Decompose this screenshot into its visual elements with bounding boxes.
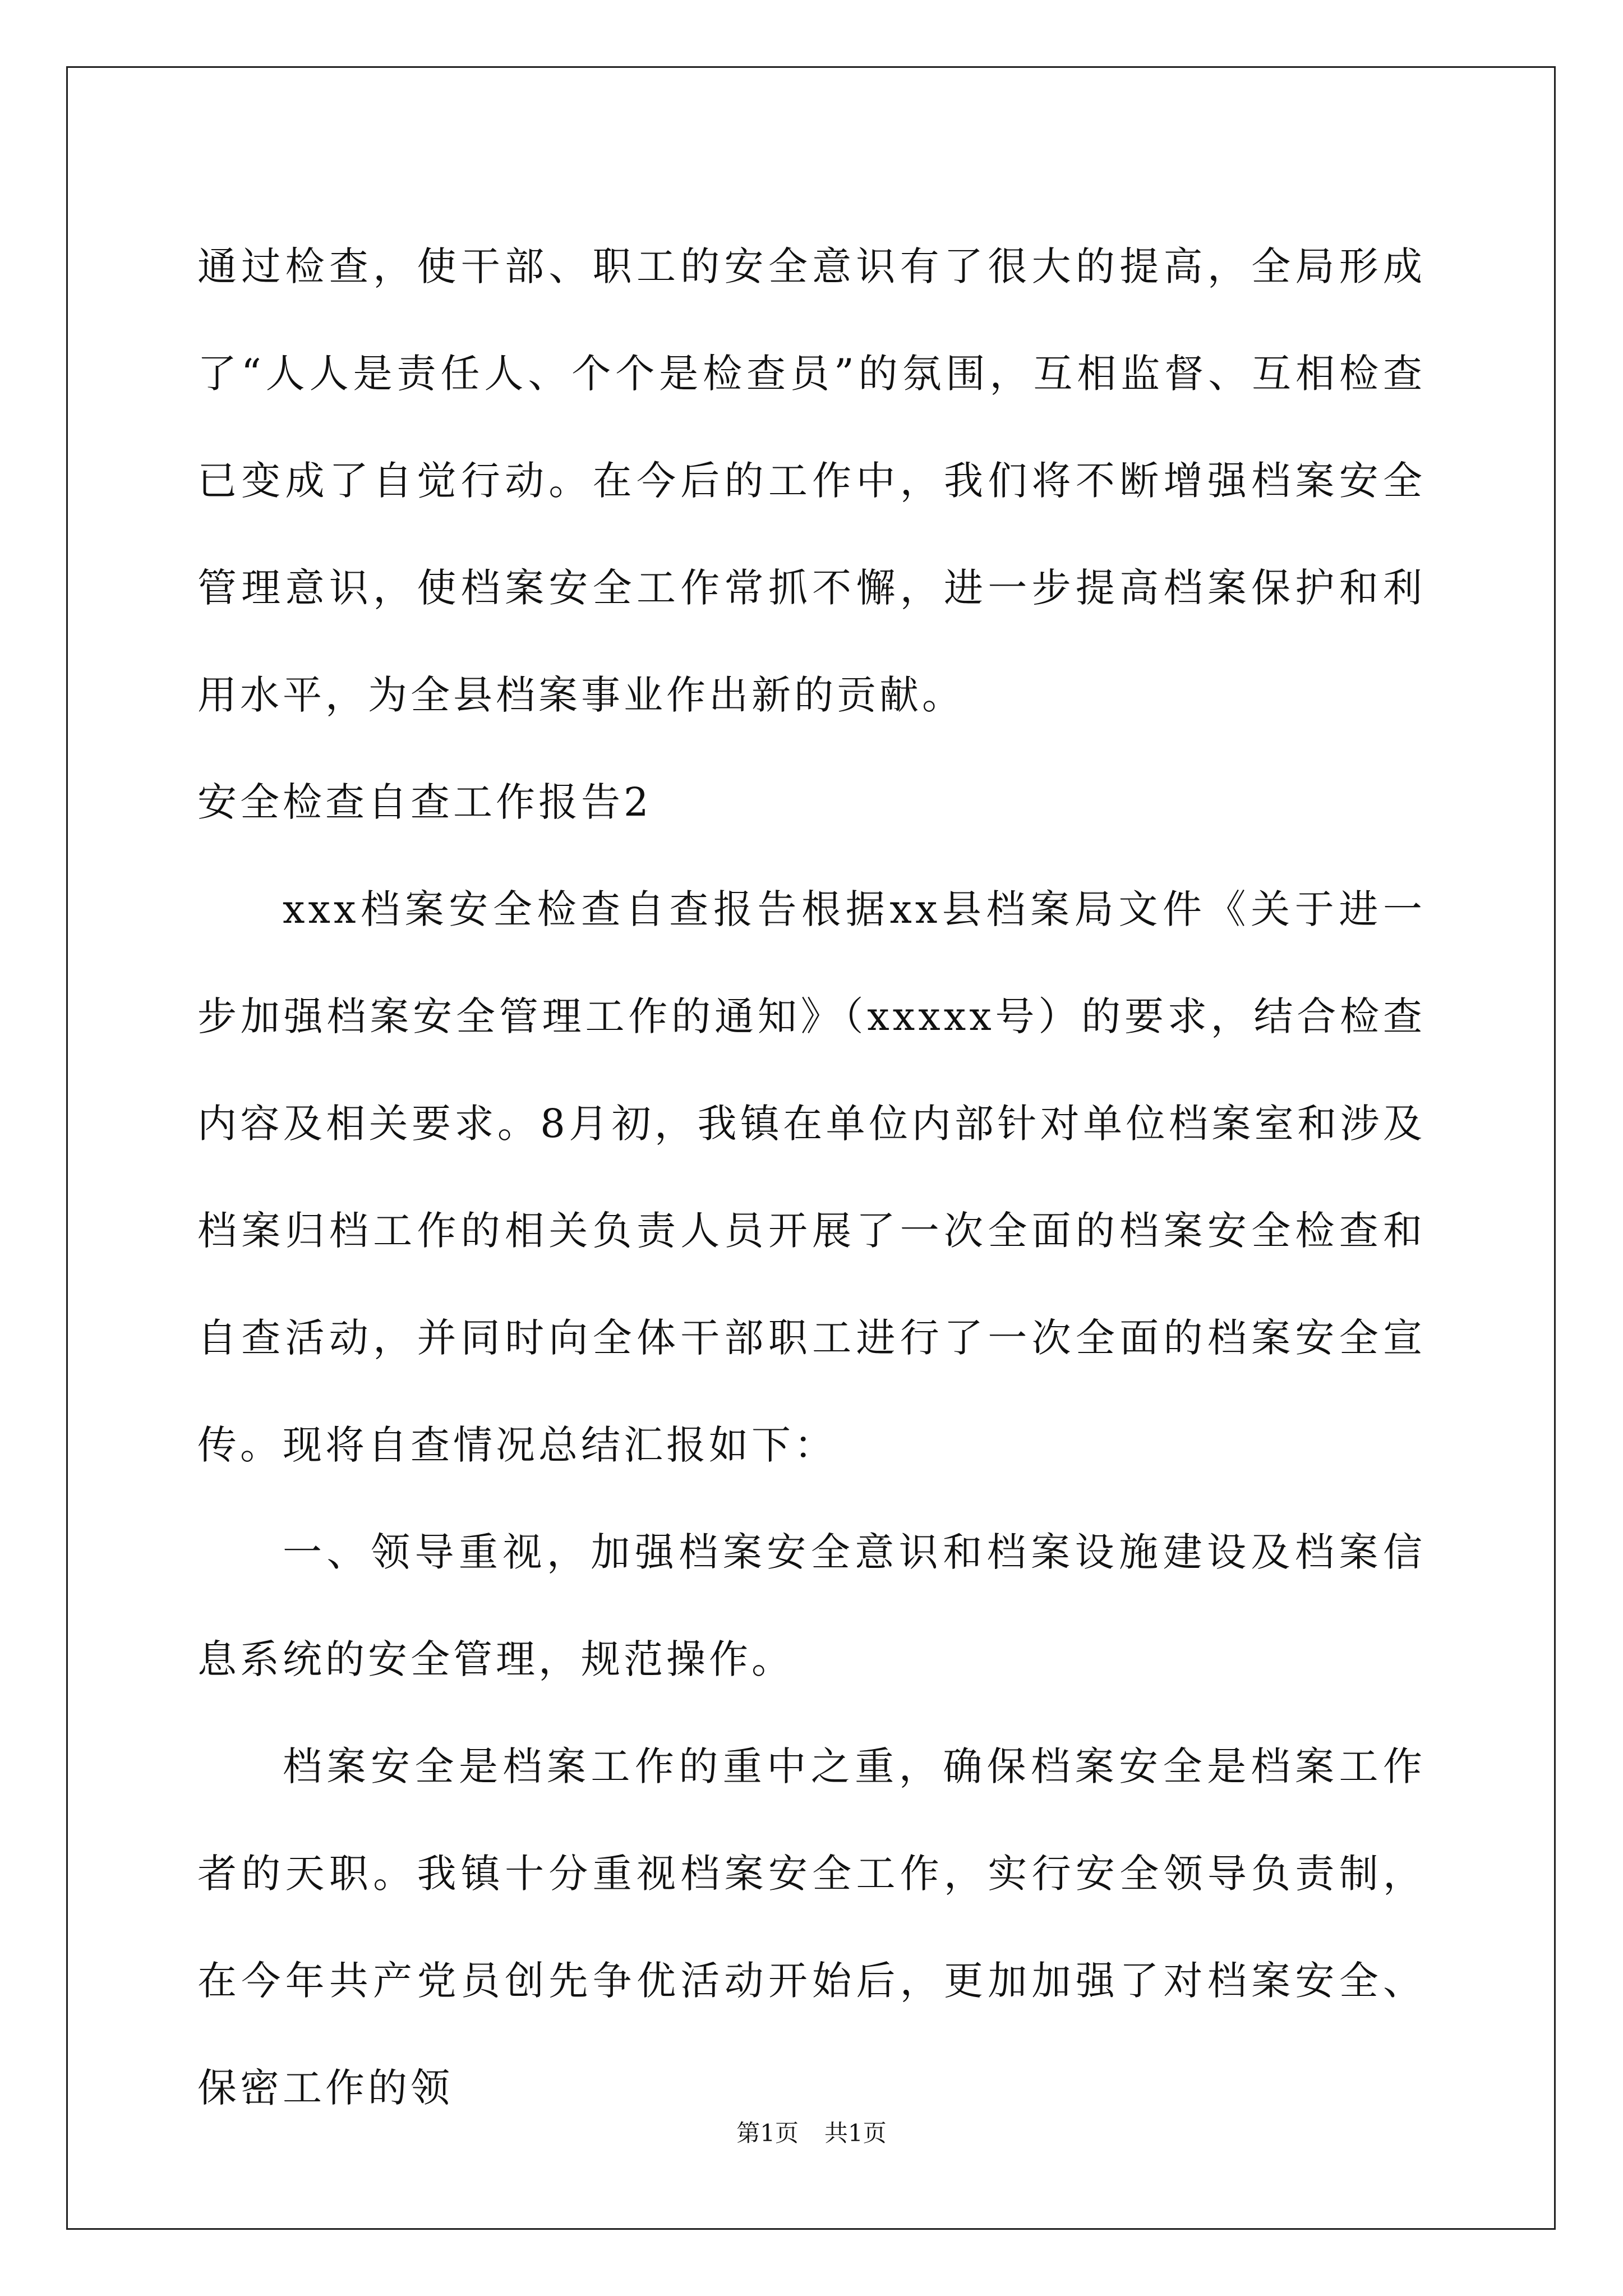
paragraph-point-one: 一、领导重视，加强档案安全意识和档案设施建设及档案信息系统的安全管理，规范操作。: [197, 1529, 1426, 1682]
paragraph-continuation: 通过检查，使干部、职工的安全意识有了很大的提高，全局形成了“人人是责任人、个个是检查员”的氛围，互相监督、互相检查已变成了自觉行动。在今后的工作中，我们将不断增强档案安全管理意识，使档案安全工作常抓不懈，进一步提高档案保护和利用水平，为全县档案事业作出新的贡献。: [197, 243, 1426, 718]
paragraph-body: 档案安全是档案工作的重中之重，确保档案安全是档案工作者的天职。我镇十分重视档案安全工作，实行安全领导负责制，在今年共产党员创先争优活动开始后，更加加强了对档案安全、保密工作的领: [197, 1743, 1426, 2111]
page-total: 共1页: [824, 2119, 887, 2147]
document-body: [197, 213, 1426, 2142]
section-heading: 安全检查自查工作报告2: [197, 779, 652, 825]
page-footer: [0, 2115, 1623, 2148]
paragraph-intro: xxx档案安全检查自查报告根据xx县档案局文件《关于进一步加强档案安全管理工作的通知》（xxxxx号）的要求，结合检查内容及相关要求。8月初，我镇在单位内部针对单位档案室和涉及档案归档工作的相关负责人员开展了一次全面的档案安全检查和自查活动，并同时向全体干部职工进行了一次全面的档案安全宣传。现将自查情况总结汇报如下：: [197, 886, 1426, 1468]
page-number: 第1页: [736, 2119, 799, 2147]
